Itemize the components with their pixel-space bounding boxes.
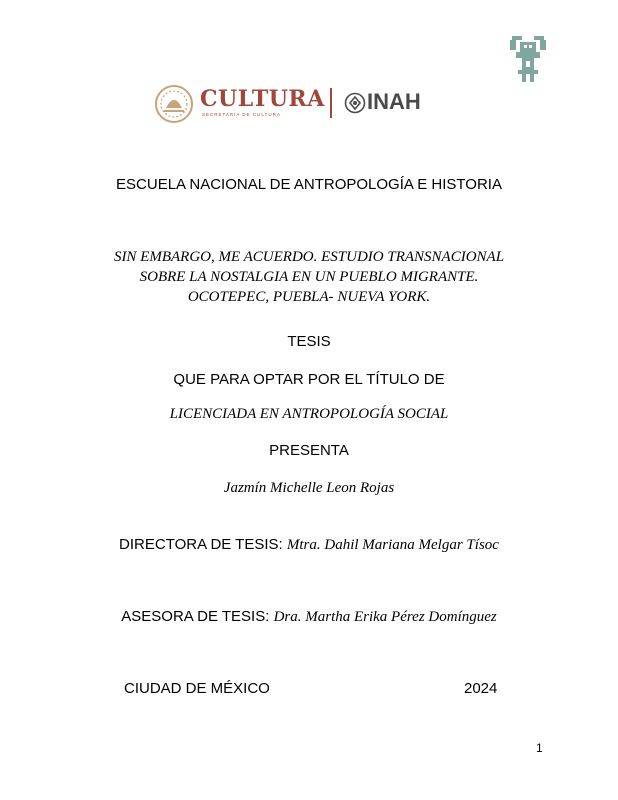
que-para-optar: QUE PARA OPTAR POR EL TÍTULO DE [173, 371, 445, 388]
directora-line [0, 536, 618, 554]
directora-name: Mtra. Dahil Mariana Melgar Tísoc [286, 537, 499, 553]
header-logos [152, 82, 442, 126]
thesis-title-line: SIN EMBARGO, ME ACUERDO. ESTUDIO TRANSNACIONAL [113, 249, 505, 265]
school-name: ESCUELA NACIONAL DE ANTROPOLOGÍA E HISTORIA [116, 176, 502, 193]
logo-divider [330, 88, 332, 118]
year: 2024 [464, 680, 498, 697]
national-seal-icon [152, 84, 196, 124]
tesis-label: TESIS [287, 333, 331, 350]
thesis-title [0, 247, 618, 307]
asesora-label: ASESORA DE TESIS: [121, 608, 270, 625]
presenta-label: PRESENTA [269, 442, 349, 459]
asesora-line [0, 608, 618, 626]
cultura-logo-subtitle: SECRETARÍA DE CULTURA [202, 112, 281, 117]
thesis-title-line: SOBRE LA NOSTALGIA EN UN PUEBLO MIGRANTE. [139, 269, 479, 285]
directora-label: DIRECTORA DE TESIS: [119, 536, 283, 553]
page-number: 1 [536, 741, 543, 755]
inah-emblem-icon [344, 92, 366, 114]
degree-title: LICENCIADA EN ANTROPOLOGÍA SOCIAL [169, 406, 449, 422]
thesis-title-line: OCOTEPEC, PUEBLA- NUEVA YORK. [187, 289, 431, 305]
author-name: Jazmín Michelle Leon Rojas [223, 480, 395, 496]
city: CIUDAD DE MÉXICO [124, 680, 270, 697]
inah-logo-text: INAH [367, 89, 421, 114]
asesora-name: Dra. Martha Erika Pérez Domínguez [273, 609, 497, 625]
inah-glyph-logo [508, 34, 548, 82]
cultura-logo-text: CULTURA [200, 86, 325, 112]
